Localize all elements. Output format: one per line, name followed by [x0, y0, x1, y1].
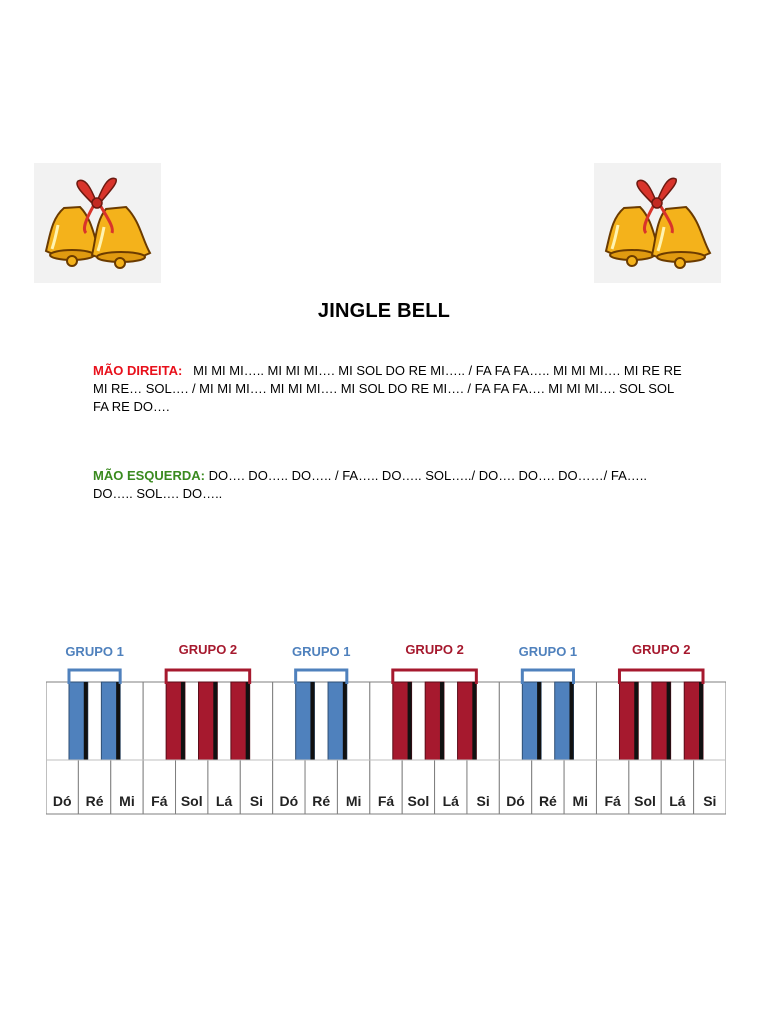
black-key-shadow [181, 682, 185, 760]
black-key-shadow [667, 682, 671, 760]
black-key-shadow [569, 682, 573, 760]
key-label: Lá [215, 793, 233, 809]
key-label: Ré [85, 793, 104, 809]
black-key-shadow [408, 682, 412, 760]
black-key-shadow [116, 682, 120, 760]
black-key-shadow [84, 682, 88, 760]
group1-label: GRUPO 1 [65, 644, 124, 659]
group2-label: GRUPO 2 [178, 642, 238, 657]
black-key-shadow [440, 682, 444, 760]
page-title: JINGLE BELL [317, 300, 451, 322]
left-hand-notes: DO…. DO….. DO….. / FA….. DO….. SOL…../ DO…. DO…. DO……/ FA….. DO….. SOL…. DO….. [93, 468, 648, 501]
group2-label: GRUPO 2 [405, 642, 464, 657]
left-hand-label: MÃO ESQUERDA: [93, 468, 205, 483]
black-key-shadow [634, 682, 638, 760]
key-label: Fá [377, 793, 395, 809]
key-label: Dó [52, 793, 72, 809]
key-label: Lá [442, 793, 459, 809]
right-hand-paragraph [93, 362, 683, 416]
black-key-shadow [213, 682, 217, 760]
key-label: Dó [279, 793, 299, 809]
piano-keyboard [46, 640, 726, 816]
group1-label: GRUPO 1 [518, 644, 578, 659]
key-label: Si [249, 793, 264, 809]
left-hand-paragraph [93, 467, 683, 503]
bells-image-left [34, 163, 161, 283]
key-label: Sol [634, 793, 656, 809]
black-key-shadow [343, 682, 347, 760]
key-label: Ré [538, 793, 557, 809]
black-key-shadow [537, 682, 541, 760]
key-label: Dó [506, 793, 525, 809]
key-label: Mi [345, 793, 362, 809]
key-label: Fá [151, 793, 168, 809]
bells-image-right [594, 163, 721, 283]
black-key-shadow [699, 682, 703, 760]
key-label: Si [703, 793, 717, 809]
key-label: Fá [604, 793, 621, 809]
key-label: Ré [312, 793, 331, 809]
group2-label: GRUPO 2 [631, 642, 691, 657]
bells-icon [34, 163, 161, 283]
right-hand-notes: MI MI MI….. MI MI MI…. MI SOL DO RE MI….. / FA FA FA….. MI MI MI…. MI RE RE MI RE… SOL…. / MI MI MI…. MI MI MI…. MI SOL DO RE MI…. / FA FA FA…. MI MI MI…. SOL SOL FA RE DO…. [93, 363, 682, 414]
key-label: Mi [119, 793, 135, 809]
right-hand-label: MÃO DIREITA: [93, 363, 183, 378]
black-key-shadow [310, 682, 314, 760]
black-key-shadow [472, 682, 476, 760]
key-label: Lá [669, 793, 686, 809]
black-key-shadow [246, 682, 250, 760]
group1-label: GRUPO 1 [291, 644, 351, 659]
key-label: Si [476, 793, 490, 809]
piano-keyboard-diagram [46, 640, 726, 816]
key-label: Mi [572, 793, 589, 809]
bells-icon [594, 163, 721, 283]
key-label: Sol [180, 793, 203, 809]
key-label: Sol [407, 793, 430, 809]
